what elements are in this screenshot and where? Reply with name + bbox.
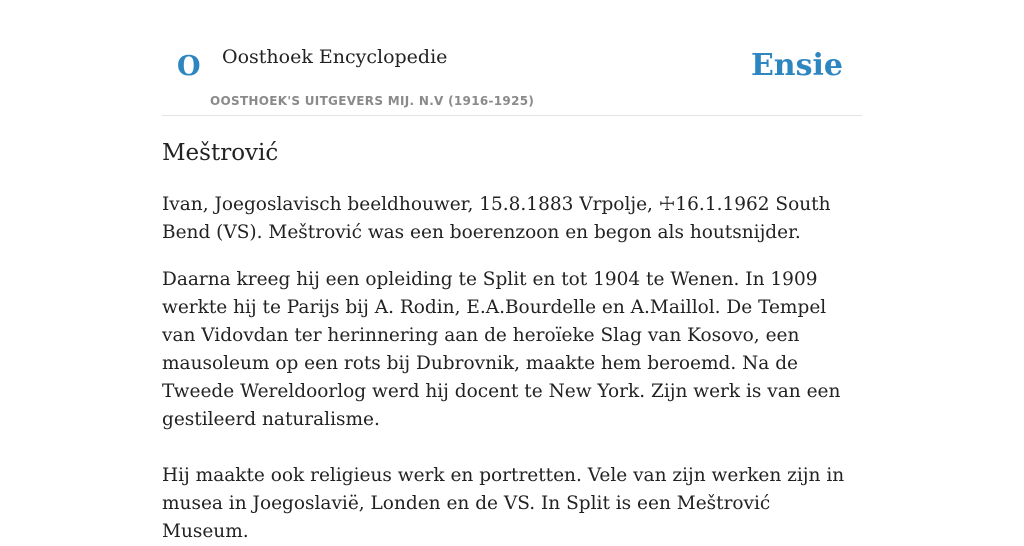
article-page xyxy=(162,0,862,546)
source-logo-icon[interactable]: O xyxy=(177,51,201,82)
entry-paragraph: Hij maakte ook religieus werk en portretten. Vele van zijn werken zijn in musea in Joegoslavië, Londen en de VS. In Split is een Meštrović Museum. xyxy=(162,464,845,542)
source-header xyxy=(162,0,862,116)
source-name-link[interactable]: Oosthoek Encyclopedie xyxy=(222,46,448,68)
entry-title: Meštrović xyxy=(162,140,279,166)
ensie-logo-link[interactable]: Ensie xyxy=(750,48,843,83)
source-publisher: OOSTHOEK'S UITGEVERS MIJ. N.V (1916-1925) xyxy=(210,94,535,108)
entry-paragraph: Daarna kreeg hij een opleiding te Split en tot 1904 te Wenen. In 1909 werkte hij te Parijs bij A. Rodin, E.A.Bourdelle en A.Maillol. De Tempel van Vidovdan ter herinnering aan de heroïeke Slag van Kosovo, een mausoleum op een rots bij Dubrovnik, maakte hem beroemd. Na de Tweede Wereldoorlog werd hij docent te New York. Zijn werk is van een gestileerd naturalisme. xyxy=(162,268,841,430)
entry-paragraph: Ivan, Joegoslavisch beeldhouwer, 15.8.1883 Vrpolje, ☩16.1.1962 South Bend (VS). Meštrović was een boerenzoon en begon als houtsnijder. xyxy=(162,193,831,243)
